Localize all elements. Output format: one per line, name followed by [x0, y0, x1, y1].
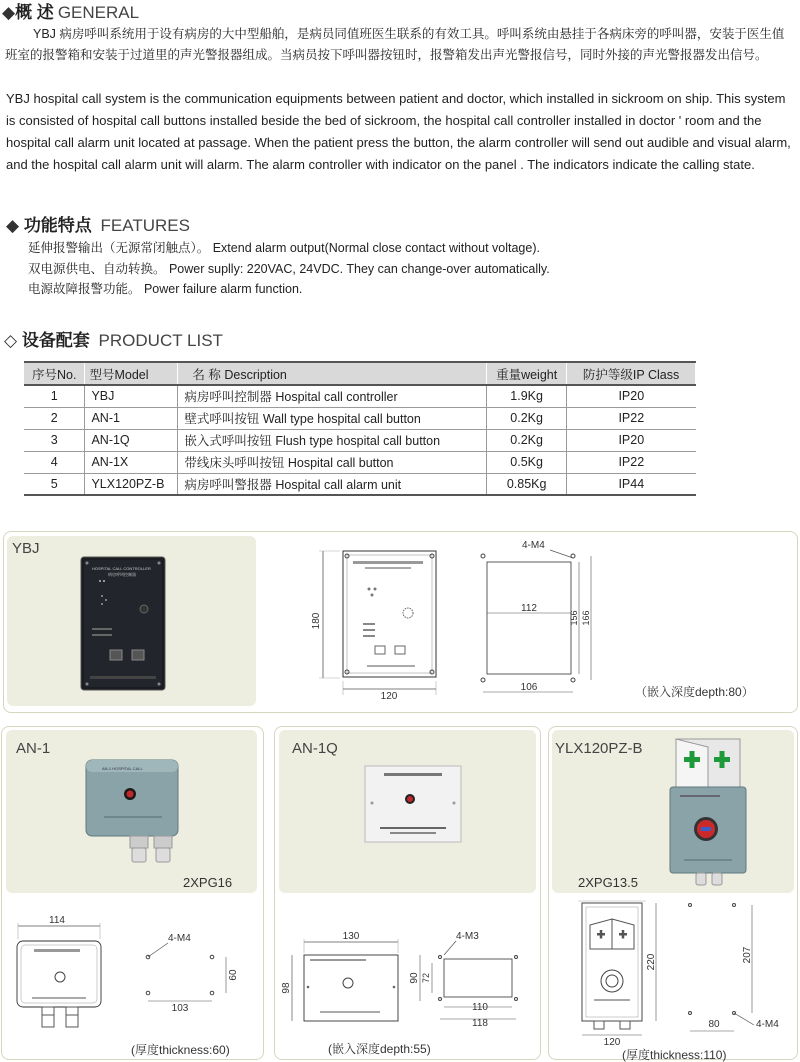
- an1-dimension-drawing: [10, 905, 250, 1035]
- an1-spacing-dim: 103: [171, 1003, 189, 1014]
- an1q-holes-dim: 4-M3: [456, 931, 479, 942]
- an1q-width-dim: 130: [342, 931, 360, 942]
- col-description: 名 称 Description: [178, 362, 487, 385]
- table-row: 3 AN-1Q 嵌入式呼叫按钮 Flush type hospital call button 0.2Kg IP20: [24, 429, 696, 451]
- ybj-holes-dim: 4-M4: [522, 540, 545, 551]
- ybj-inner-width-dim: 112: [521, 603, 537, 614]
- an1q-outer-width-dim: 118: [472, 1018, 488, 1029]
- ybj-front-drawing: [305, 543, 445, 703]
- general-paragraph-cn: YBJ 病房呼叫系统用于设有病房的大中型船舶，是病员同值班医生联系的有效工具。呼叫系统由悬挂于各病床旁的呼叫器，安装于医生值班室的报警箱和安装于过道里的声光警报器组成。当病员按下呼叫器按钮时，报警箱发出声光警报信号，同时外接的声光警报器发出信号。: [5, 27, 785, 62]
- ylx-mount-height-dim: 207: [742, 946, 753, 964]
- an1-thickness-note: (厚度thickness:60): [131, 1043, 230, 1057]
- ybj-depth-note: （嵌入深度depth:80）: [635, 685, 754, 699]
- an1q-depth-note: (嵌入深度depth:55): [328, 1042, 431, 1056]
- an1q-inner-width-dim: 110: [472, 1002, 488, 1013]
- general-paragraph-en: YBJ hospital call system is the communication equipments between patient and doctor, which installed in sickroom on ship. This system is consisted of hospital call buttons installed beside the bed of sickroom, the hospital call controller installed in doctor ' room and the hospital call alarm unit located at passage. When the patient press the button, the alarm controller will send out audible and visual alarm, and the hospital call alarm unit will alarm. The alarm controller with indicator on the panel . The indicators indicate the calling state.: [6, 91, 791, 172]
- an1-height-dim: 60: [228, 969, 239, 981]
- ybj-label: YBJ: [12, 540, 40, 557]
- ylx-thickness-note: (厚度thickness:110): [622, 1048, 727, 1062]
- product-list-heading: ◇ 设备配套 PRODUCT LIST: [4, 331, 223, 350]
- diamond-icon: ◆: [2, 3, 16, 22]
- an1-button-image: [84, 758, 180, 868]
- ybj-base-width-dim: 106: [520, 682, 538, 693]
- table-row: 4 AN-1X 带线床头呼叫按钮 Hospital call button 0.5Kg IP22: [24, 451, 696, 473]
- ybj-inner-height-dim: 156: [569, 610, 579, 626]
- ybj-outer-height-dim: 166: [581, 610, 591, 626]
- ybj-mount-drawing: [475, 536, 610, 696]
- an1q-button-image: [364, 765, 462, 845]
- features-list: [28, 238, 550, 300]
- an1q-label: AN-1Q: [292, 740, 338, 757]
- ylx-height-dim: 220: [646, 953, 657, 971]
- an1q-dimension-drawing: [280, 925, 530, 1035]
- ylx-spacing-dim: 80: [708, 1019, 720, 1030]
- an1-width-dim: 114: [49, 915, 65, 926]
- table-row: 5 YLX120PZ-B 病房呼叫警报器 Hospital call alarm unit 0.85Kg IP44: [24, 473, 696, 495]
- product-table: [24, 361, 696, 496]
- ybj-device-subtitle: 病房呼叫控制器: [108, 572, 136, 577]
- an1-gland-label: 2XPG16: [183, 875, 233, 890]
- ylx-dimension-drawing: [568, 895, 790, 1045]
- svg-text:AN-1 HOSPITAL CALL: AN-1 HOSPITAL CALL: [102, 766, 143, 771]
- col-no: 序号No.: [24, 362, 85, 385]
- col-model: 型号Model: [85, 362, 178, 385]
- col-ip-class: 防护等级IP Class: [567, 362, 696, 385]
- ylx-alarm-image: [668, 737, 748, 889]
- ybj-controller-image: [80, 556, 166, 691]
- ybj-height-dim: 180: [311, 612, 322, 630]
- an1-holes-dim: 4-M4: [168, 933, 191, 944]
- col-weight: 重量weight: [487, 362, 567, 385]
- an1q-inner-height-dim: 72: [421, 972, 431, 984]
- an1q-height-dim: 98: [281, 982, 292, 994]
- features-heading: ◆ 功能特点 FEATURES: [6, 216, 190, 235]
- table-row: 1 YBJ 病房呼叫控制器 Hospital call controller 1.9Kg IP20: [24, 385, 696, 407]
- feature-item: 延伸报警输出（无源常闭触点）。 Extend alarm output(Normal close contact without voltage).: [28, 241, 540, 255]
- an1-label: AN-1: [16, 740, 51, 757]
- feature-item: 双电源供电、自动转换。 Power suplly: 220VAC, 24VDC. They can change-over automatically.: [28, 261, 550, 276]
- ylx-holes-dim: 4-M4: [756, 1019, 779, 1030]
- table-header-row: [24, 362, 696, 385]
- table-row: 2 AN-1 壁式呼叫按钮 Wall type hospital call button 0.2Kg IP22: [24, 407, 696, 429]
- diamond-icon: ◆: [6, 216, 20, 235]
- feature-item: 电源故障报警功能。 Power failure alarm function.: [28, 282, 303, 296]
- hollow-diamond-icon: ◇: [4, 331, 18, 350]
- ybj-width-dim: 120: [380, 691, 398, 702]
- ylx-label: YLX120PZ-B: [555, 740, 643, 757]
- ylx-gland-label: 2XPG13.5: [578, 875, 638, 890]
- an1q-outer-height-dim: 90: [409, 972, 420, 984]
- ybj-device-title: HOSPITAL CALL CONTROLLER: [92, 566, 151, 571]
- ylx-width-dim: 120: [603, 1037, 621, 1045]
- general-heading: ◆概 述 GENERAL: [2, 3, 140, 22]
